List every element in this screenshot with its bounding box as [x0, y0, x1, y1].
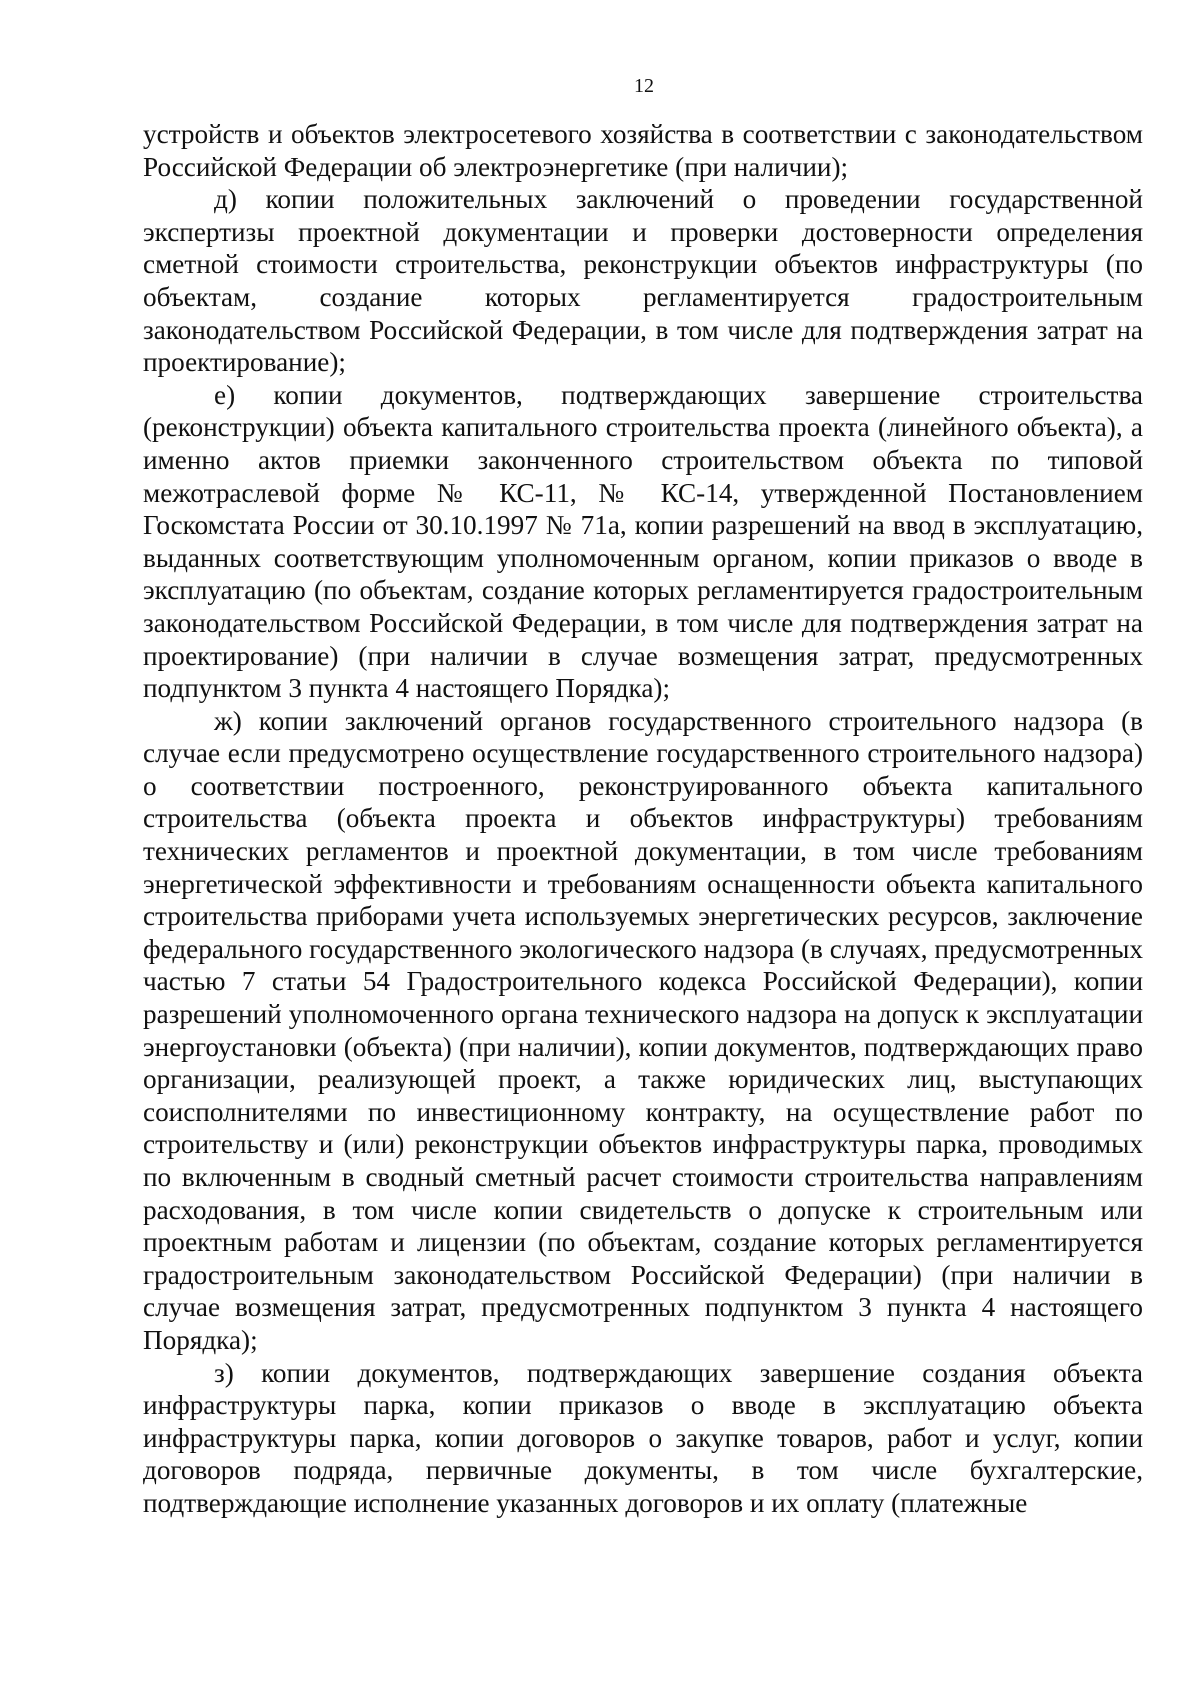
- page-number: 12: [634, 75, 654, 97]
- paragraph-continuation: устройств и объектов электросетевого хозяйства в соответствии с законодательством Российской Федерации об электроэнергетике (при наличии);: [143, 119, 1143, 182]
- paragraph-item-zh: ж) копии заключений органов государственного строительного надзора (в случае если предусмотрено осуществление государственного строительного надзора) о соответствии построенного, реконструированного объекта капитального строительства (объекта проекта и объектов инфраструктуры) требованиям технических регламентов и проектной документации, в том числе требованиям энергетической эффективности и требованиям оснащенности объекта капитального строительства приборами учета используемых энергетических ресурсов, заключение федерального государственного экологического надзора (в случаях, предусмотренных частью 7 статьи 54 Градостроительного кодекса Российской Федерации), копии разрешений уполномоченного органа технического надзора на допуск к эксплуатации энергоустановки (объекта) (при наличии), копии документов, подтверждающих право организации, реализующей проект, а также юридических лиц, выступающих соисполнителями по инвестиционному контракту, на осуществление работ по строительству и (или) реконструкции объектов инфраструктуры парка, проводимых по включенным в сводный сметный расчет стоимости строительства направлениям расходования, в том числе копии свидетельств о допуске к строительным или проектным работам и лицензии (по объектам, создание которых регламентируется градостроительным законодательством Российской Федерации) (при наличии в случае возмещения затрат, предусмотренных подпунктом 3 пункта 4 настоящего Порядка);: [143, 705, 1143, 1355]
- document-body: [143, 118, 1143, 1520]
- paragraph-item-z: з) копии документов, подтверждающих завершение создания объекта инфраструктуры парка, копии приказов о вводе в эксплуатацию объекта инфраструктуры парка, копии договоров о закупке товаров, работ и услуг, копии договоров подряда, первичные документы, в том числе бухгалтерские, подтверждающие исполнение указанных договоров и их оплату (платежные: [143, 1357, 1143, 1518]
- paragraph-item-e: е) копии документов, подтверждающих завершение строительства (реконструкции) объекта капитального строительства проекта (линейного объекта), а именно актов приемки законченного строительством объекта по типовой межотраслевой форме № КС-11, № КС-14, утвержденной Постановлением Госкомстата России от 30.10.1997 № 71а, копии разрешений на ввод в эксплуатацию, выданных соответствующим уполномоченным органом, копии приказов о вводе в эксплуатацию (по объектам, создание которых регламентируется градостроительным законодательством Российской Федерации, в том числе для подтверждения затрат на проектирование) (при наличии в случае возмещения затрат, предусмотренных подпунктом 3 пункта 4 настоящего Порядка);: [143, 379, 1143, 704]
- paragraph-item-d: д) копии положительных заключений о проведении государственной экспертизы проектной документации и проверки достоверности определения сметной стоимости строительства, реконструкции объектов инфраструктуры (по объектам, создание которых регламентируется градостроительным законодательством Российской Федерации, в том числе для подтверждения затрат на проектирование);: [143, 184, 1143, 378]
